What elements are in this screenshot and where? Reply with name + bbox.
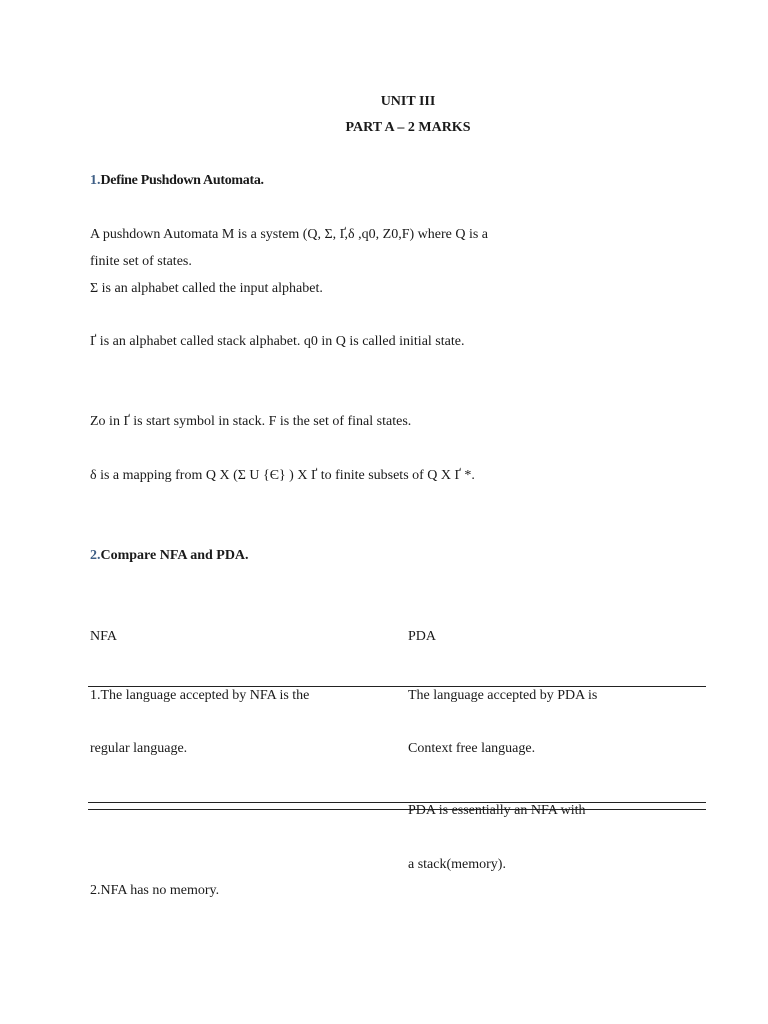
table-header-pda: PDA xyxy=(408,629,437,644)
table-cell-nfa-1: 1.The language accepted by NFA is the xyxy=(90,688,310,703)
table-cell-pda-2: Context free language. xyxy=(408,741,536,756)
table-divider xyxy=(88,809,706,810)
table-header-nfa: NFA xyxy=(90,629,117,644)
table-cell-pda-3: PDA is essentially an NFA with xyxy=(408,803,586,818)
question-2-number: 2. xyxy=(90,548,101,563)
question-2-title: Compare NFA and PDA. xyxy=(100,548,249,563)
answer-1-line-3: Σ is an alphabet called the input alphabet. xyxy=(90,281,323,296)
answer-1-line-6: δ is a mapping from Q X (Σ U {Є} ) X Ґ to finite subsets of Q X Ґ *. xyxy=(90,468,475,483)
table-divider xyxy=(88,686,706,687)
table-cell-pda-1: The language accepted by PDA is xyxy=(408,688,598,703)
answer-1-line-1: A pushdown Automata M is a system (Q, Σ, Ґ,δ ,q0, Z0,F) where Q is a xyxy=(90,227,489,242)
answer-1-line-4: Ґ is an alphabet called stack alphabet. q0 in Q is called initial state. xyxy=(90,334,465,349)
answer-1-line-2: finite set of states. xyxy=(90,254,192,269)
question-1-title: Define Pushdown Automata. xyxy=(100,173,264,188)
answer-1-line-5: Zo in Ґ is start symbol in stack. F is the set of final states. xyxy=(90,414,412,429)
question-2-heading xyxy=(90,548,249,564)
table-cell-pda-4: a stack(memory). xyxy=(408,857,506,872)
table-cell-nfa-2: regular language. xyxy=(90,741,188,756)
question-1-heading xyxy=(90,173,264,189)
unit-heading: UNIT III xyxy=(380,94,436,109)
table-divider xyxy=(88,802,706,803)
question-1-number: 1. xyxy=(90,173,101,188)
table-cell-nfa-5: 2.NFA has no memory. xyxy=(90,883,220,898)
part-heading: PART A – 2 MARKS xyxy=(345,120,471,135)
